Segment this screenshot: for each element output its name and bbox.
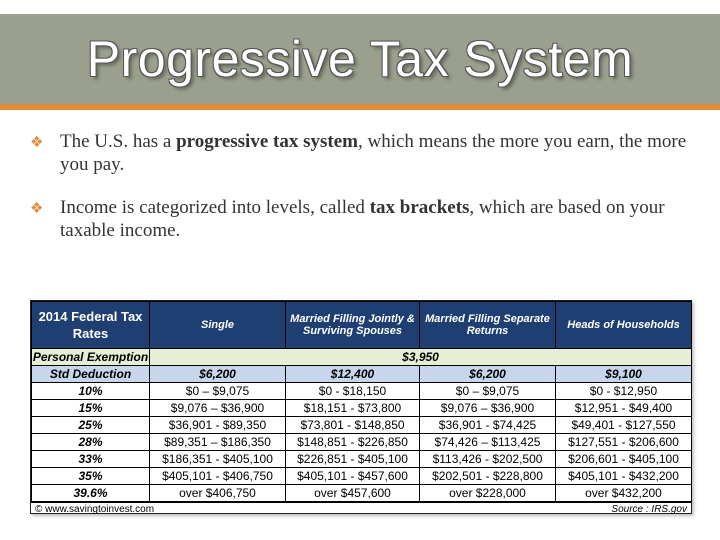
std-deduction-row (32, 366, 692, 383)
rate-cell: 10% (32, 383, 150, 400)
table-cell: over $406,750 (150, 485, 286, 502)
table-cell: $12,951 - $49,400 (556, 400, 692, 417)
exemption-row (32, 349, 692, 366)
table-cell: $127,551 - $206,600 (556, 434, 692, 451)
column-header: Married Filling Jointly & Surviving Spouses (286, 302, 420, 349)
table-row (32, 417, 692, 434)
table-cell: $73,801 - $148,850 (286, 417, 420, 434)
table-cell: $89,351 – $186,350 (150, 434, 286, 451)
title-accent-stripe (0, 104, 720, 110)
table-cell: $9,100 (556, 366, 692, 383)
table-cell: $0 - $12,950 (556, 383, 692, 400)
table-cell: $186,351 - $405,100 (150, 451, 286, 468)
table-cell: $6,200 (150, 366, 286, 383)
table-cell: $226,851 - $405,100 (286, 451, 420, 468)
table-cell: $36,901 - $89,350 (150, 417, 286, 434)
diamond-bullet-icon: ❖ (30, 201, 44, 217)
table-cell: $9,076 – $36,900 (150, 400, 286, 417)
table-row (32, 434, 692, 451)
table-cell: $49,401 - $127,550 (556, 417, 692, 434)
table-cell: $148,851 - $226,850 (286, 434, 420, 451)
table-row (32, 468, 692, 485)
rate-cell: 33% (32, 451, 150, 468)
table-row (32, 451, 692, 468)
table-footer (31, 502, 691, 516)
table-row (32, 383, 692, 400)
rate-cell: 25% (32, 417, 150, 434)
std-deduction-label: Std Deduction (32, 366, 150, 383)
table-cell: $113,426 - $202,500 (420, 451, 556, 468)
table-row (32, 485, 692, 502)
exemption-label: Personal Exemption (32, 350, 149, 364)
column-header: Married Filling Separate Returns (420, 302, 556, 349)
table-cell: $12,400 (286, 366, 420, 383)
table-row (32, 400, 692, 417)
table-cell: $0 – $9,075 (420, 383, 556, 400)
tax-rate-table-image (30, 300, 692, 514)
bullet-text: Income is categorized into levels, called tax brackets, which are based on your taxable income. (60, 197, 665, 241)
table-header-row (32, 302, 692, 349)
table-cell: $74,426 – $113,425 (420, 434, 556, 451)
bullet-text: The U.S. has a progressive tax system, which means the more you earn, the more you pay. (60, 131, 687, 175)
source-text: Source : IRS.gov (611, 504, 687, 515)
column-header: Single (150, 302, 286, 349)
table-cell: over $457,600 (286, 485, 420, 502)
bullet-item (30, 130, 700, 176)
table-cell: $6,200 (420, 366, 556, 383)
diamond-bullet-icon: ❖ (30, 135, 44, 151)
exemption-value: $3,950 (150, 349, 692, 366)
tax-rate-table (31, 301, 692, 502)
table-cell: $0 – $9,075 (150, 383, 286, 400)
rate-cell: 39.6% (32, 485, 150, 502)
table-cell: $0 - $18,150 (286, 383, 420, 400)
copyright-text: © www.savingtoinvest.com (35, 504, 155, 515)
rate-cell: 35% (32, 468, 150, 485)
column-header: Heads of Households (556, 302, 692, 349)
bullet-list (30, 130, 700, 262)
table-cell: $405,101 - $457,600 (286, 468, 420, 485)
table-cell: $9,076 – $36,900 (420, 400, 556, 417)
table-cell: $405,101 - $406,750 (150, 468, 286, 485)
table-cell: $206,601 - $405,100 (556, 451, 692, 468)
table-cell: $18,151 - $73,800 (286, 400, 420, 417)
table-cell: $405,101 - $432,200 (556, 468, 692, 485)
rate-cell: 15% (32, 400, 150, 417)
table-cell: $36,901 - $74,425 (420, 417, 556, 434)
bullet-item (30, 196, 700, 242)
table-title: 2014 Federal Tax Rates (32, 302, 150, 349)
table-cell: $202,501 - $228,800 (420, 468, 556, 485)
slide-title: Progressive Tax System (86, 31, 634, 87)
table-cell: over $228,000 (420, 485, 556, 502)
rate-cell: 28% (32, 434, 150, 451)
table-cell: over $432,200 (556, 485, 692, 502)
